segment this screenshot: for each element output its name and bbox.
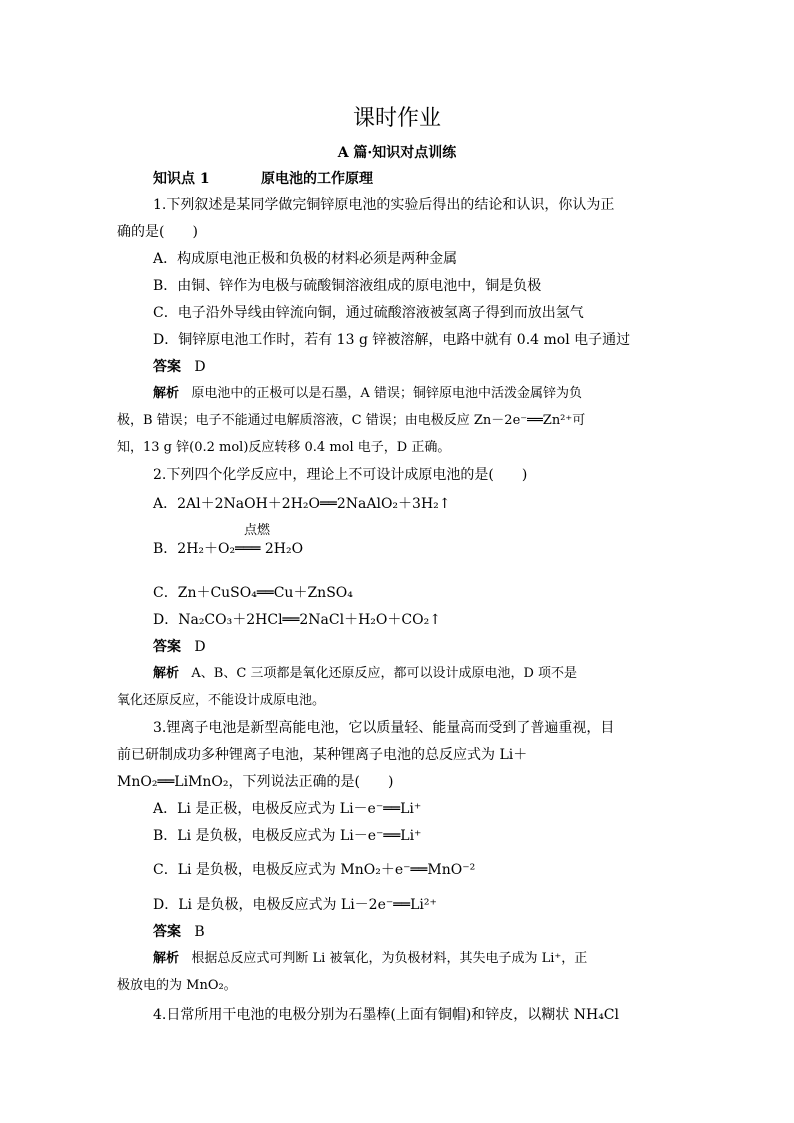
q1-stem-line2: 确的是( ) <box>117 224 198 240</box>
answer-value: D <box>194 639 206 655</box>
answer-value: B <box>194 924 205 940</box>
q3-stem-line3: MnO₂══LiMnO₂，下列说法正确的是( ) <box>117 774 394 790</box>
q2-option-c: C．Zn＋CuSO₄══Cu＋ZnSO₄ <box>153 585 353 601</box>
q2-analysis-line1 <box>153 663 577 685</box>
q3-stem-line1: 3.锂离子电池是新型高能电池，它以质量轻、能量高而受到了普遍重视，目 <box>153 720 615 736</box>
q2-stem: 2.下列四个化学反应中，理论上不可设计成原电池的是( ) <box>153 467 528 483</box>
answer-value: D <box>194 359 206 375</box>
q1-option-a: A．构成原电池正极和负极的材料必须是两种金属 <box>153 251 458 267</box>
q2-reaction-condition: 点燃 <box>244 523 271 538</box>
analysis-label: 解析 <box>153 951 180 966</box>
q2-option-b: B．2H₂＋O₂═══ 2H₂O <box>153 541 304 557</box>
q2-option-d: D．Na₂CO₃＋2HCl══2NaCl＋H₂O＋CO₂↑ <box>153 612 441 628</box>
q3-answer <box>153 921 205 943</box>
q3-option-a: A．Li 是正极，电极反应式为 Li－e⁻══Li⁺ <box>153 801 422 817</box>
q1-option-b: B．由铜、锌作为电极与硫酸铜溶液组成的原电池中，铜是负极 <box>153 278 542 294</box>
q3-analysis-line1 <box>153 948 587 970</box>
q1-analysis-line2: 极，B 错误；电子不能通过电解质溶液，C 错误；由电极反应 Zn－2e⁻══Zn²⁺可 <box>117 413 586 428</box>
q3-analysis-line2: 极放电的为 MnO₂。 <box>117 978 237 993</box>
page-title: 课时作业 <box>352 106 441 131</box>
analysis-text: A、B、C 三项都是氧化还原反应，都可以设计成原电池，D 项不是 <box>191 666 577 681</box>
knowledge-point-name: 原电池的工作原理 <box>261 171 373 187</box>
q1-analysis-line3: 知，13 g 锌(0.2 mol)反应转移 0.4 mol 电子，D 正确。 <box>117 440 451 455</box>
answer-label: 答案 <box>153 924 181 940</box>
knowledge-point-number: 知识点 1 <box>153 171 210 187</box>
q2-answer <box>153 636 206 658</box>
analysis-text: 原电池中的正极可以是石墨，A 错误；铜锌原电池中活泼金属锌为负 <box>191 386 582 401</box>
q1-option-c: C．电子沿外导线由锌流向铜，通过硫酸溶液被氢离子得到而放出氢气 <box>153 305 584 321</box>
q2-analysis-line2: 氧化还原反应，不能设计成原电池。 <box>117 693 326 708</box>
q1-option-d: D．铜锌原电池工作时，若有 13 g 锌被溶解，电路中就有 0.4 mol 电子通过 <box>153 332 631 348</box>
q3-option-b: B．Li 是负极，电极反应式为 Li－e⁻══Li⁺ <box>153 828 422 844</box>
q3-option-d: D．Li 是负极，电极反应式为 Li－2e⁻══Li²⁺ <box>153 897 437 913</box>
analysis-label: 解析 <box>153 386 180 401</box>
analysis-label: 解析 <box>153 666 180 681</box>
knowledge-point-heading <box>153 168 373 190</box>
analysis-text: 根据总反应式可判断 Li 被氧化，为负极材料，其失电子成为 Li⁺，正 <box>191 951 588 966</box>
q3-option-c: C．Li 是负极，电极反应式为 MnO₂＋e⁻══MnO⁻² <box>153 862 476 878</box>
q1-analysis-line1 <box>153 383 582 405</box>
q4-stem-line1: 4.日常所用干电池的电极分别为石墨棒(上面有铜帽)和锌皮，以糊状 NH₄Cl <box>153 1007 619 1023</box>
q1-answer <box>153 356 206 378</box>
q2-option-a: A．2Al＋2NaOH＋2H₂O══2NaAlO₂＋3H₂↑ <box>153 496 451 512</box>
q3-stem-line2: 前已研制成功多种锂离子电池，某种锂离子电池的总反应式为 Li＋ <box>117 747 528 763</box>
answer-label: 答案 <box>153 359 181 375</box>
answer-label: 答案 <box>153 639 181 655</box>
q1-stem-line1: 1.下列叙述是某同学做完铜锌原电池的实验后得出的结论和认识，你认为正 <box>153 197 615 213</box>
section-subtitle: A 篇·知识对点训练 <box>337 145 457 161</box>
